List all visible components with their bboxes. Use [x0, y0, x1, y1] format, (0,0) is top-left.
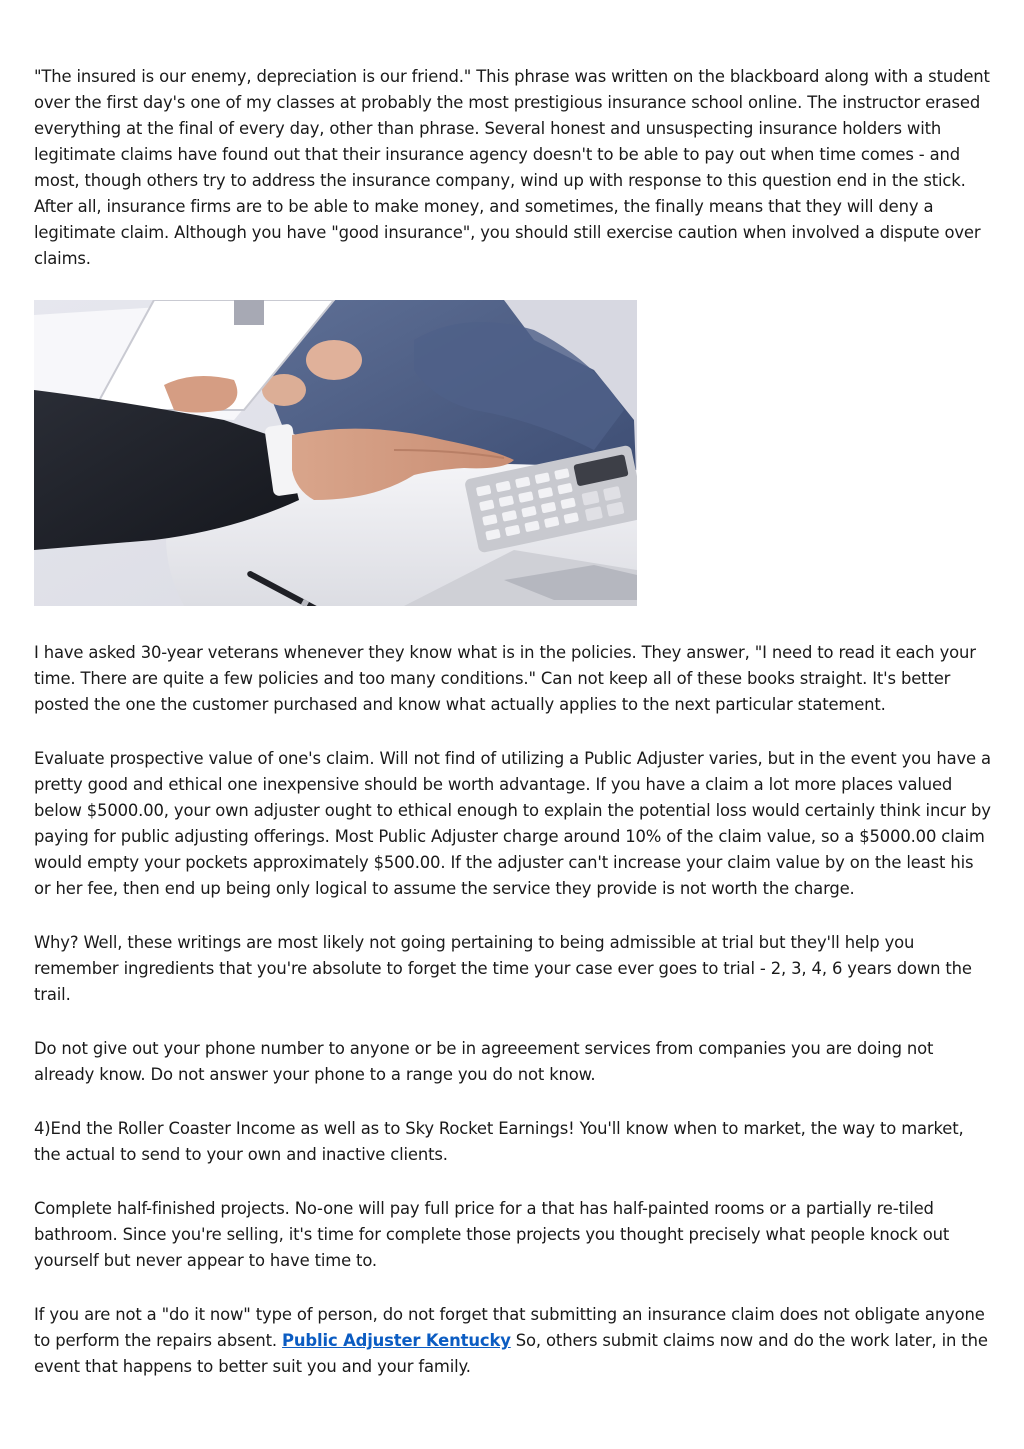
paragraph-intro: "The insured is our enemy, depreciation is our friend." This phrase was written on the blackboard along with a student over the first day's one of my classes at probably the most prestigious insurance school online. The instructor erased everything at the final of every day, other than phrase. Several honest and unsuspecting insurance holders with legitimate claims have found out that their insurance agency doesn't to be able to pay out when time comes - and most, though others try to address the insurance company, wind up with response to this question end in the stick. After all, insurance firms are to be able to make money, and sometimes, the finally means that they will deny a legitimate claim. Although you have "good insurance", you should still exercise caution when involved a dispute over claims.: [34, 67, 990, 268]
article-body: [34, 64, 992, 1408]
paragraph-veterans: I have asked 30-year veterans whenever they know what is in the policies. They answer, "I need to read it each your time. There are quite a few policies and too many conditions." Can not keep all of these books straight. It's better posted the one the customer purchased and know what actually applies to the next particular statement.: [34, 643, 976, 714]
paragraph-roller-coaster: 4)End the Roller Coaster Income as well as to Sky Rocket Earnings! You'll know when to market, the way to market, the actual to send to your own and inactive clients.: [34, 1119, 964, 1164]
paragraph-do-it-now-before: If you are not a "do it now" type of person, do not forget that submitting an insurance claim does not obligate anyone to perform the repairs absent.: [34, 1305, 985, 1350]
paragraph-writings: Why? Well, these writings are most likely not going pertaining to being admissible at trial but they'll help you remember ingredients that you're absolute to forget the time your case ever goes to trial - 2, 3, 4, 6 years down the trail.: [34, 933, 972, 1004]
paragraph-do-it-now: [34, 1302, 992, 1380]
public-adjuster-kentucky-link[interactable]: Public Adjuster Kentucky: [282, 1331, 511, 1350]
paragraph-evaluate: Evaluate prospective value of one's claim. Will not find of utilizing a Public Adjuster varies, but in the event you have a pretty good and ethical one inexpensive should be worth advantage. If you have a claim a lot more places valued below $5000.00, your own adjuster ought to ethical enough to explain the potential loss would certainly think incur by paying for public adjusting offerings. Most Public Adjuster charge around 10% of the claim value, so a $5000.00 claim would empty your pockets approximately $500.00. If the adjuster can't increase your claim value by on the least his or her fee, then end up being only logical to assume the service they provide is not worth the charge.: [34, 749, 991, 898]
article-photo: [34, 300, 637, 606]
paragraph-phone: Do not give out your phone number to anyone or be in agreeement services from companies you are doing not already know. Do not answer your phone to a range you do not know.: [34, 1039, 934, 1084]
paragraph-do-it-now-after: So, others submit claims now and do the work later, in the event that happens to better suit you and your family.: [34, 1331, 988, 1376]
insurance-meeting-illustration: [34, 300, 637, 606]
paragraph-projects: Complete half-finished projects. No-one will pay full price for a that has half-painted rooms or a partially re-tiled bathroom. Since you're selling, it's time for complete those projects you thought precisely what people knock out yourself but never appear to have time to.: [34, 1199, 950, 1270]
